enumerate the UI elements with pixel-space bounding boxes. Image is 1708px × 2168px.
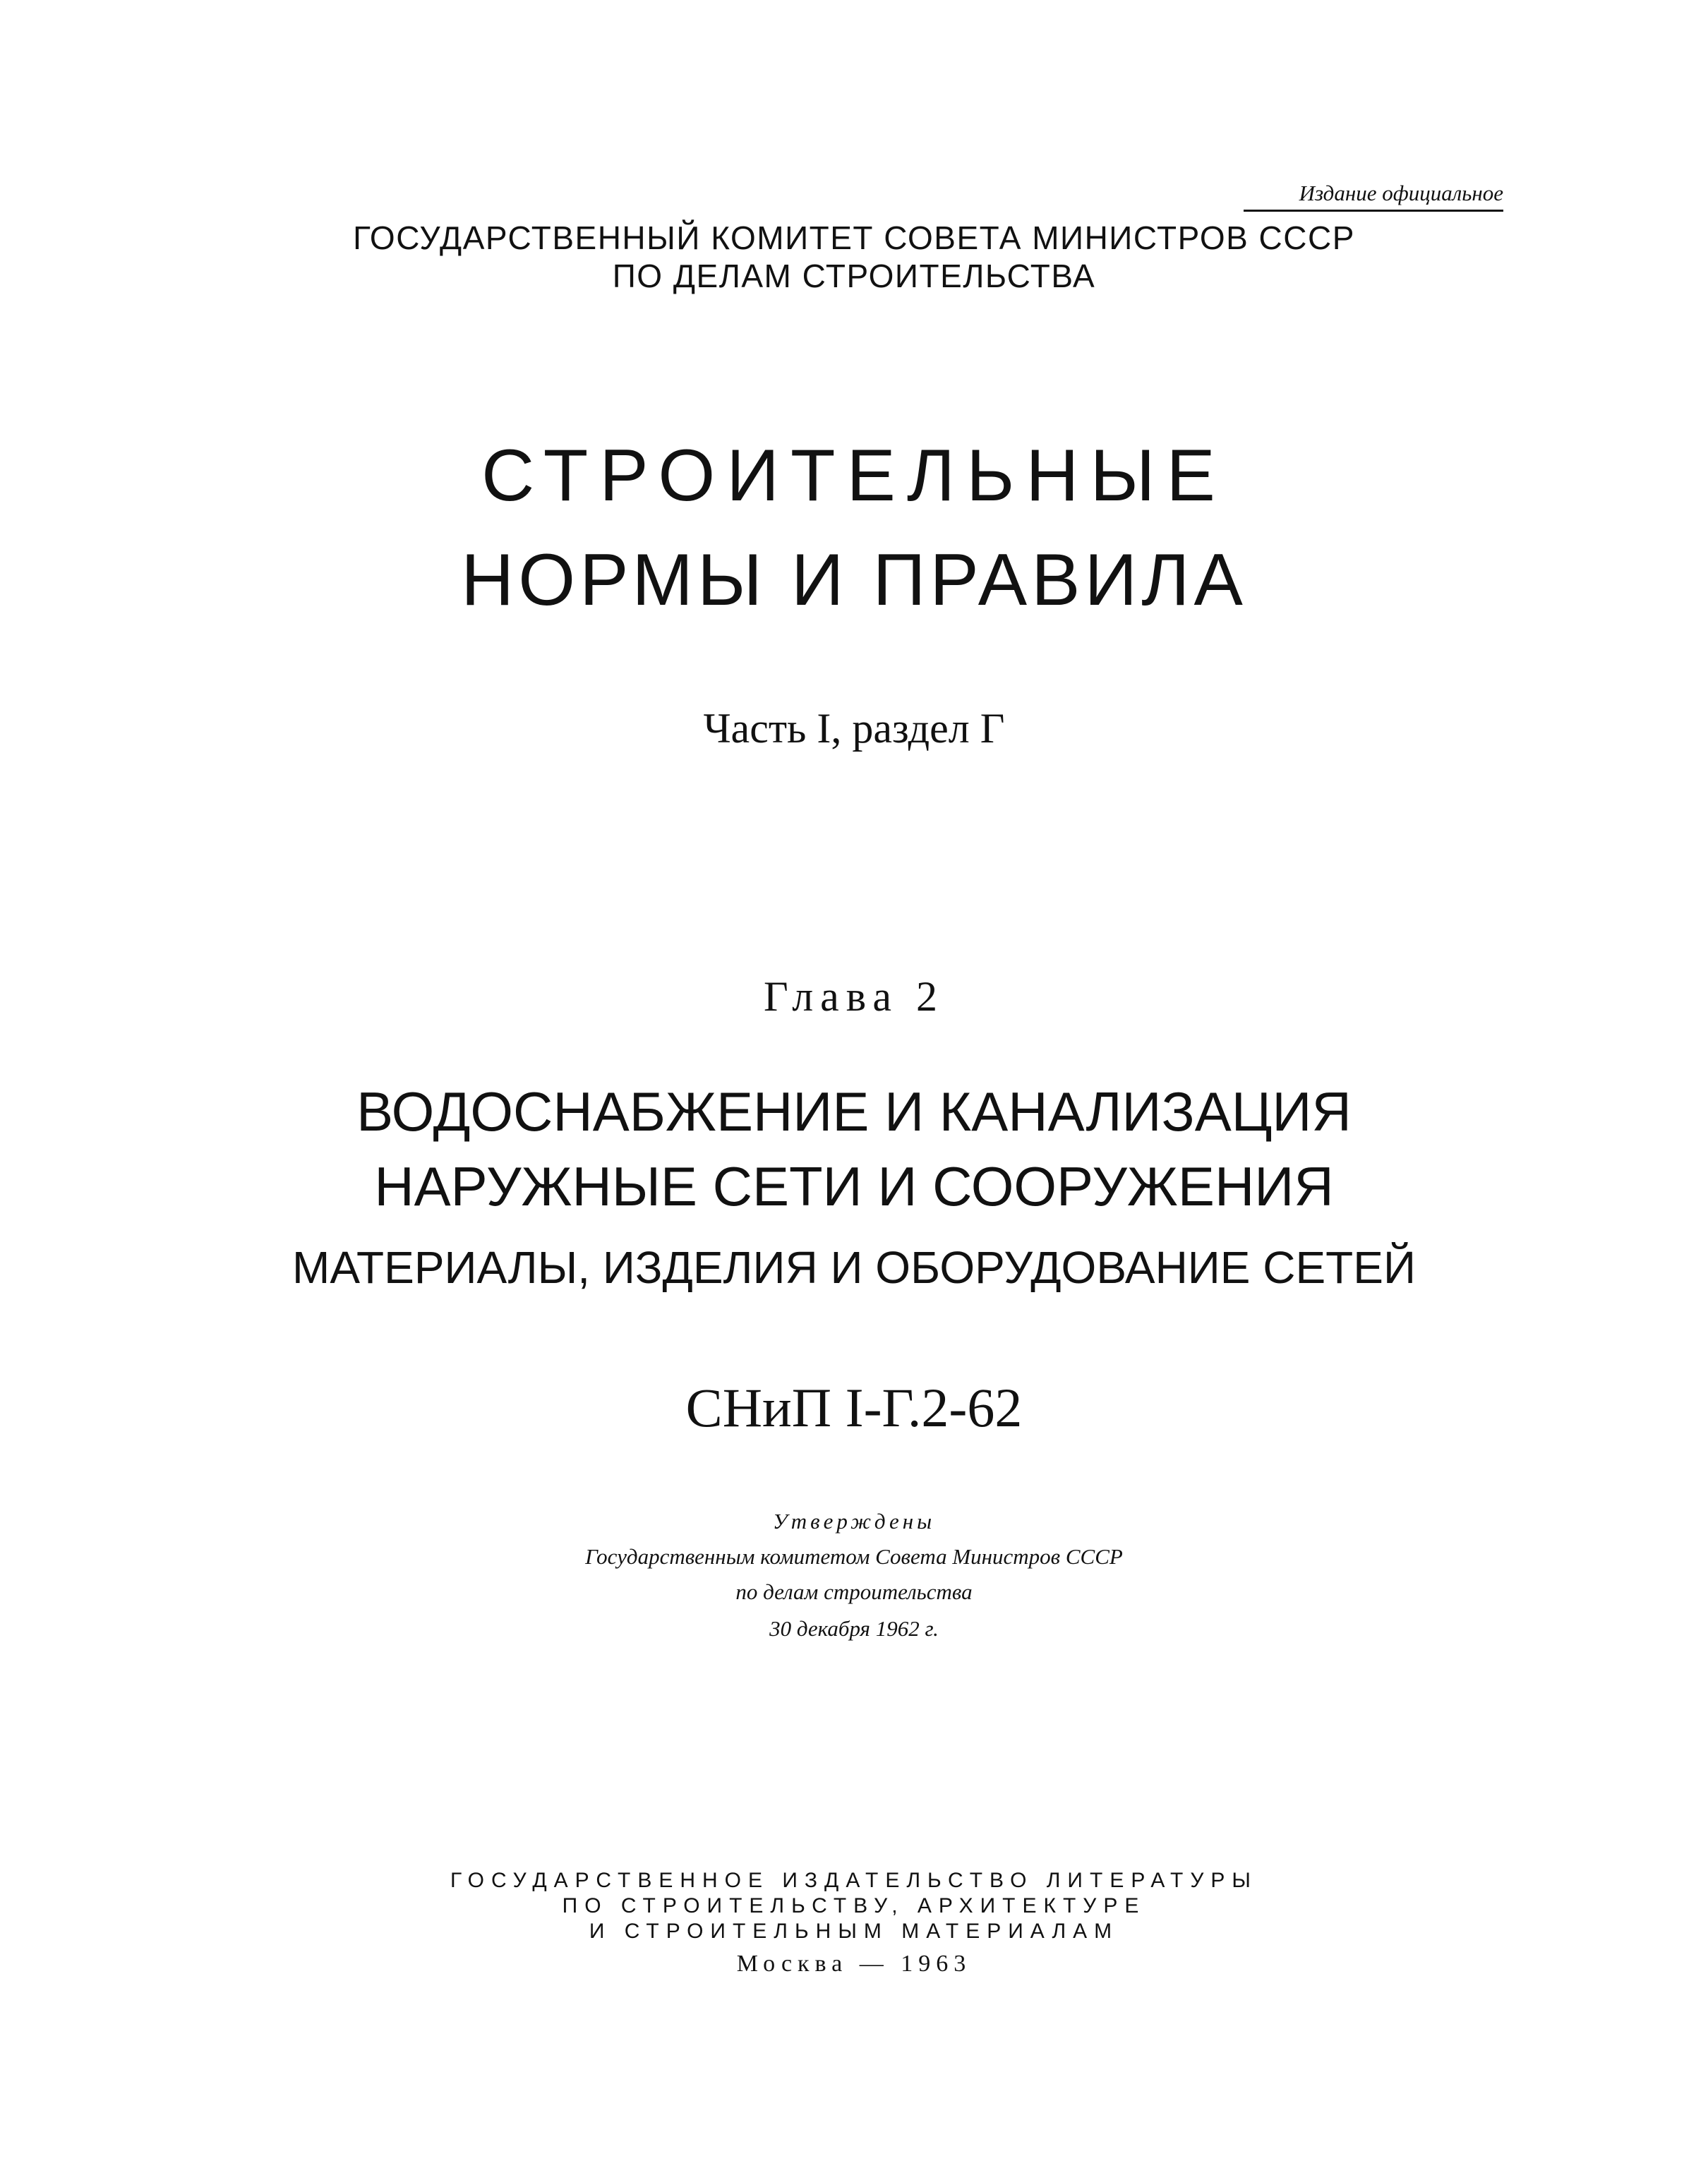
subject-line-2: НАРУЖНЫЕ СЕТИ И СООРУЖЕНИЯ	[374, 1155, 1334, 1217]
approval-line-2: Государственным комитетом Совета Министров СССР	[585, 1544, 1123, 1569]
publisher-line-3: И СТРОИТЕЛЬНЫМ МАТЕРИАЛАМ	[589, 1920, 1119, 1943]
subject-line-3: МАТЕРИАЛЫ, ИЗДЕЛИЯ И ОБОРУДОВАНИЕ СЕТЕЙ	[292, 1242, 1416, 1293]
committee-line-1: ГОСУДАРСТВЕННЫЙ КОМИТЕТ СОВЕТА МИНИСТРОВ СССР	[353, 219, 1355, 256]
publication-place-year: Москва — 1963	[736, 1951, 972, 1977]
publisher-line-2: ПО СТРОИТЕЛЬСТВУ, АРХИТЕКТУРЕ	[562, 1894, 1146, 1917]
chapter-heading: Глава 2	[764, 973, 944, 1020]
edition-note: Издание официальное	[1244, 182, 1503, 212]
document-title-line-2: НОРМЫ И ПРАВИЛА	[461, 539, 1247, 621]
approval-line-3: по делам строительства	[735, 1579, 973, 1604]
approval-line-1: Утверждены	[772, 1509, 936, 1534]
document-title-line-1: СТРОИТЕЛЬНЫЕ	[481, 435, 1227, 517]
part-section: Часть I, раздел Г	[703, 705, 1005, 752]
committee-line-2: ПО ДЕЛАМ СТРОИТЕЛЬСТВА	[612, 258, 1096, 294]
subject-line-1: ВОДОСНАБЖЕНИЕ И КАНАЛИЗАЦИЯ	[356, 1080, 1352, 1143]
document-code: СНиП I-Г.2-62	[685, 1377, 1023, 1438]
approval-date: 30 декабря 1962 г.	[769, 1616, 939, 1641]
publisher-line-1: ГОСУДАРСТВЕННОЕ ИЗДАТЕЛЬСТВО ЛИТЕРАТУРЫ	[450, 1869, 1258, 1892]
